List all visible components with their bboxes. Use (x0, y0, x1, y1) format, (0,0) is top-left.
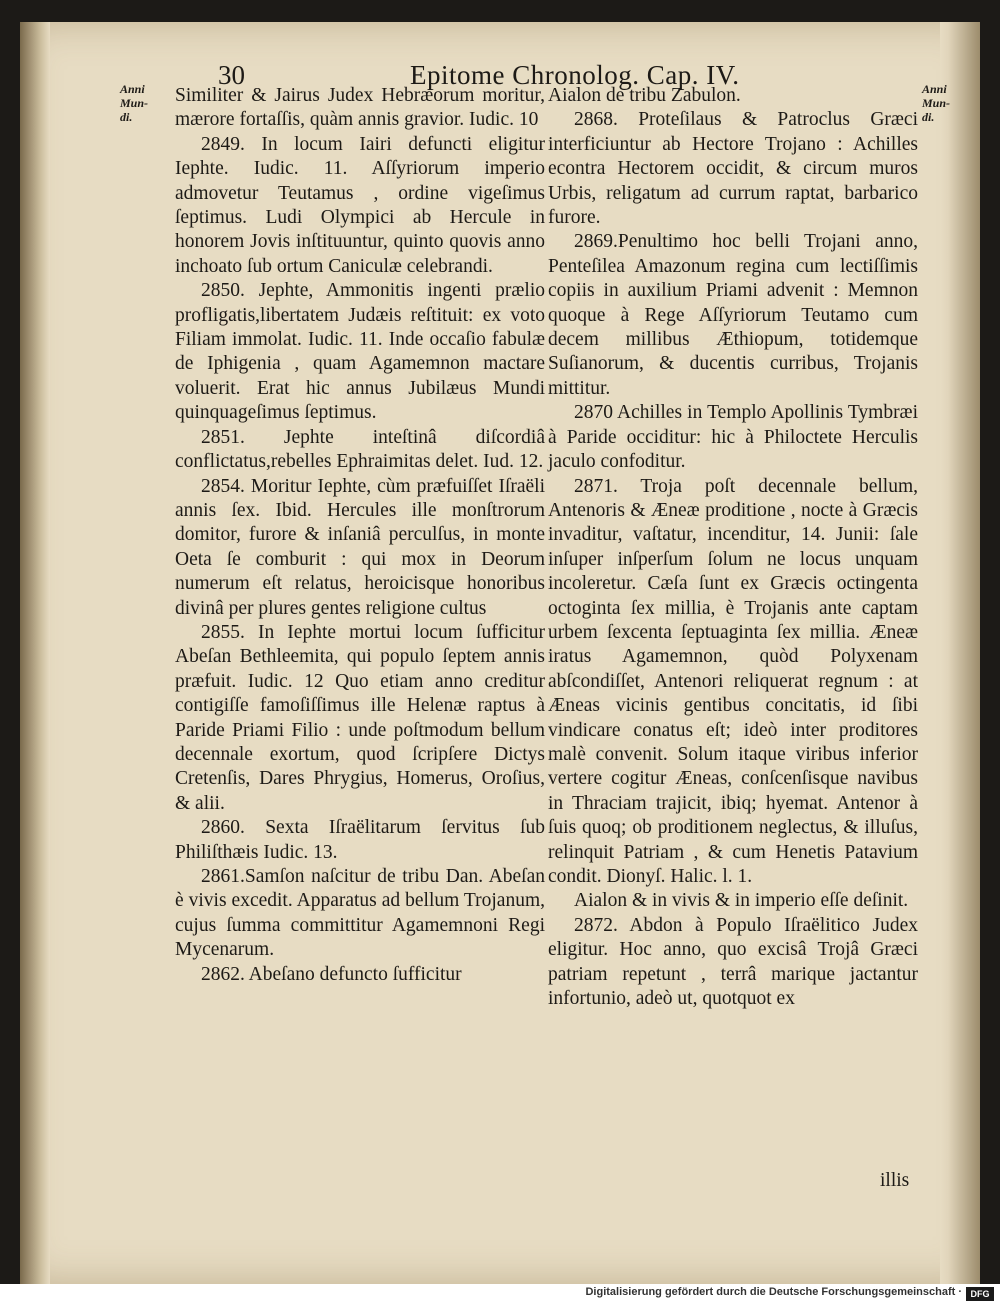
paragraph: 2868. Proteſilaus & Patroclus Græci interficiuntur ab Hectore Trojano : Achilles econtra Hectorem occidit, & circum muros Urbis, religatum ad currum raptat, barbarico furore. (548, 109, 918, 229)
running-title: Epitome Chronolog. Cap. IV. (410, 60, 740, 90)
paragraph: 2861.Samſon naſcitur de tribu Dan. Abeſan è vivis excedit. Apparatus ad bellum Trojanum, cujus ſumma committitur Agamemnoni Regi Mycenarum. (175, 866, 545, 961)
paragraph: Aialon & in vivis & in imperio eſſe deſinit. (574, 890, 909, 912)
paragraph: 2855. In Iephte mortui locum ſufficitur Abeſan Bethleemita, qui populo ſeptem annis præfuit. Iudic. 12 Quo etiam anno creditur contigiſſe famoſiſſimus ille Helenæ raptus à Paride Priami Filio : unde poſtmodum bellum decennale exortum, quod ſcripſere Dictys Cretenſis, Dares Phrygius, Homerus, Oroſius, & alii. (175, 621, 545, 814)
paragraph: 2854. Moritur Iephte, cùm præfuiſſet Iſraëli annis ſex. Ibid. Hercules ille monſtrorum domitor, furore & inſaniâ perculſus, in monte Oeta ſe comburit : qui mox in Deorum numerum eſt relatus, heroicisque honoribus divinâ per plures gentes religione cultus (175, 475, 545, 619)
margin-note-right (922, 82, 962, 124)
left-text-column (175, 84, 545, 987)
paragraph: 2871. Troja poſt decennale bellum, Antenoris & Æneæ proditione , nocte à Græcis invaditur, vaſtatur, incenditur, 14. Junii: ſale inſuper inſperſum ſolum ne locus unquam incoleretur. Cæſa ſunt ex Græcis octingenta octoginta ſex millia, è Trojanis ante captam urbem ſexcenta ſeptuaginta ſex millia. Æneæ iratus Agamemnon, quòd Polyxenam abſcondiſſet, Antenori reliquerat regnum : at Æneas vicinis gentibus concitatis, id ſibi vindicare conatus eſt; ideò inter proditores malè convenit. Solum itaque viribus inferior vertere cogitur Æneas, conſcenſisque navibus in Thraciam trajicit, ibiq; hyemat. Antenor à ſuis quoq; ob proditionem neglectus, & illuſus, relinquit Patriam , & cum Henetis Patavium condit. Dionyſ. Halic. l. 1. (548, 475, 918, 887)
margin-note-left-text: Anni Mun- di. (120, 82, 149, 124)
paragraph: 2860. Sexta Iſraëlitarum ſervitus ſub Philiſthæis Iudic. 13. (175, 817, 545, 863)
footer-bar (0, 1284, 1000, 1304)
margin-note-right-text: Anni Mun- di. (922, 82, 951, 124)
paragraph: 2851. Jephte inteſtinâ diſcordiâ conflictatus,rebelles Ephraimitas delet. Iud. 12. (175, 426, 545, 473)
paragraph: Similiter & Jairus Judex Hebræorum moritur, mærore fortaſſis, quàm annis gravior. Iudic. 10 (175, 85, 545, 131)
dfg-logo-icon: DFG (966, 1287, 994, 1301)
margin-note-left (120, 82, 160, 124)
paragraph: 2862. Abeſano defuncto ſufficitur (201, 963, 462, 985)
right-text-column (548, 84, 918, 1011)
paragraph: 2849. In locum Iairi defuncti eligitur Iephte. Iudic. 11. Aſſyriorum imperio admovetur Teutamus , ordine vigeſimus ſeptimus. Ludi Olympici ab Hercule in honorem Jovis inſtituuntur, quinto quovis anno inchoato ſub ortum Caniculæ celebrandi. (175, 133, 545, 277)
paragraph: Aialon de tribu Zabulon. (548, 85, 741, 106)
page-edge-right (940, 22, 980, 1284)
paragraph: 2872. Abdon à Populo Iſraëlitico Judex eligitur. Hoc anno, quo excisâ Trojâ Græci patriam repetunt , terrâ marique jactantur infortunio, adeò ut, quotquot ex (548, 914, 918, 1010)
paragraph: 2869.Penultimo hoc belli Trojani anno, Penteſilea Amazonum regina cum lectiſſimis copiis in auxilium Priami advenit : Memnon quoque à Rege Aſſyriorum Teutamo cum decem millibus Æthiopum, totidemque Suſianorum, & ducentis curribus, Trojanis mittitur. (548, 231, 918, 399)
page-number: 30 (218, 60, 245, 90)
page-gutter-left (20, 22, 50, 1284)
footer-credit: Digitalisierung gefördert durch die Deutsche Forschungsgemeinschaft · (585, 1286, 962, 1298)
paragraph: 2870 Achilles in Templo Apollinis Tymbræi à Paride occiditur: hic à Philoctete Herculis jaculo confoditur. (548, 402, 918, 473)
paragraph: 2850. Jephte, Ammonitis ingenti prælio profligatis,libertatem Judæis reſtituit: ex voto Filiam immolat. Iudic. 11. Inde occaſio fabulæ de Iphigenia , quam Agamemnon mactare voluerit. Erat hic annus Jubilæus Mundi quinquageſimus ſeptimus. (175, 280, 545, 424)
catchword: illis (880, 1170, 910, 1191)
